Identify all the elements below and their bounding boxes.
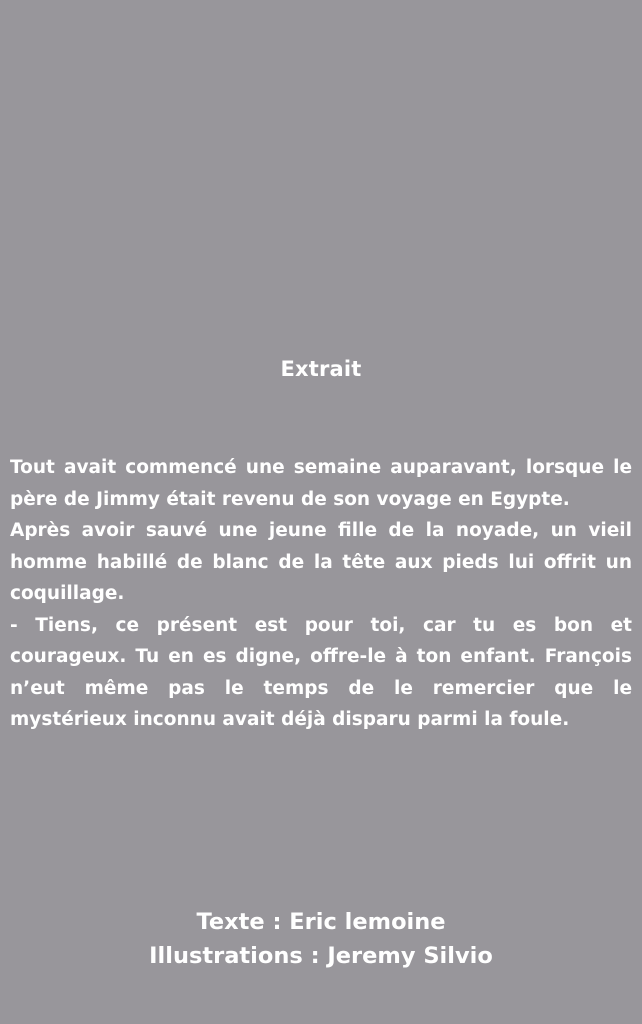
excerpt-paragraph: Tout avait commencé une semaine auparavant, lorsque le père de Jimmy était revenu de son voyage en Egypte. xyxy=(10,457,632,510)
excerpt-title: Extrait xyxy=(280,357,362,381)
illustrator-credit: Illustrations : Jeremy Silvio xyxy=(149,943,493,969)
excerpt-body xyxy=(10,452,632,736)
author-credit: Texte : Eric lemoine xyxy=(196,909,446,935)
excerpt-paragraph: - Tiens, ce présent est pour toi, car tu es bon et courageux. Tu en es digne, offre-le à ton enfant. François n’eut même pas le temps de le remercier que le mystérieux inconnu avait déjà disparu parmi la foule. xyxy=(10,614,632,730)
excerpt-paragraph: Après avoir sauvé une jeune fille de la noyade, un vieil homme habillé de blanc de la tête aux pieds lui offrit un coquillage. xyxy=(10,520,632,604)
credits-block xyxy=(0,905,642,973)
